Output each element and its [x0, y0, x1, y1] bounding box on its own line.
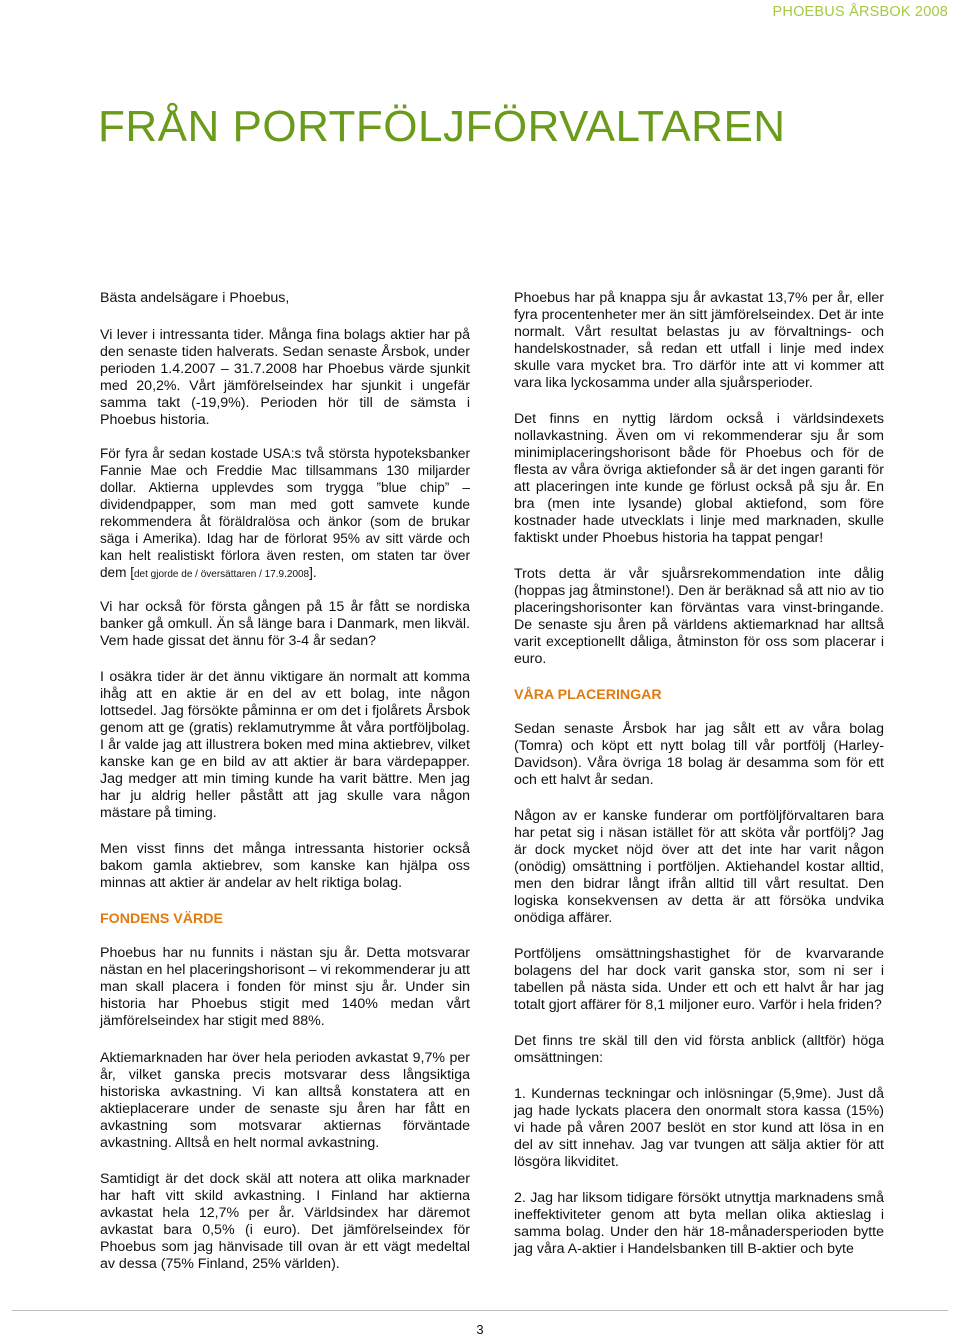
paragraph: Sedan senaste Årsbok har jag sålt ett av våra bolag (Tomra) och köpt ett nytt bolag till vår portfölj (Harley-Davidson). Våra övriga 18 bolag är desamma som för ett och ett halvt år sedan. — [514, 721, 884, 788]
paragraph — [100, 445, 470, 583]
paragraph: Vi har också för första gången på 15 år fått se nordiska banker gå omkull. Än så länge bara i Danmark, men likväl. Vem hade gissat det ännu för 3-4 år sedan? — [100, 599, 470, 649]
paragraph: Det finns en nyttig lärdom också i världsindexets nollavkastning. Även om vi rekommenderar sju år som minimiplaceringshorisont både för Phoebus och för de flesta av våra övriga aktiefonder så är det ingen garanti för att placeringen inte kunde ge förlust också på sju år. En bra (men inte lysande) global aktiefond, som före kostnader hade utvecklats i linje med marknaden, skulle faktiskt under Phoebus historia ha tappat pengar! — [514, 411, 884, 546]
paragraph: Någon av er kanske funderar om portföljförvaltaren bara har petat sig i näsan istället för att sköta vår portfölj? Jag är dock mycket nöjd över att det inte har varit någon (onödig) omsättning i portföljen. Aktiehandel kostar alltid, men den bidrar långt ifrån alltid till vårt resultat. Den logiska konsekvensen av detta är att försöka undvika onödiga affärer. — [514, 808, 884, 926]
paragraph: Vi lever i intressanta tider. Många fina bolags aktier har på den senaste tiden halverats. Sedan senaste Årsbok, under perioden 1.4.2007 – 31.7.2008 har Phoebus värde sjunkit med 20,2%. Vårt jämförelseindex har sjunkit i ungefär samma takt (-19,9%). Perioden hör till de sämsta i Phoebus historia. — [100, 327, 470, 428]
page-title: FRÅN PORTFÖLJFÖRVALTAREN — [98, 102, 786, 151]
section-heading: FONDENS VÄRDE — [100, 911, 223, 927]
paragraph: Samtidigt är det dock skäl att notera att olika marknader har haft vitt skild avkastning. I Finland har aktierna avkastat hela 12,7% per år. Världsindex har däremot avkastat bara 0,5% (i euro). Det jämförelseindex för Phoebus som jag hänvisade till ovan är ett vägt medeltal av dessa (75% Finland, 25% världen). — [100, 1171, 470, 1272]
paragraph: Phoebus har nu funnits i nästan sju år. Detta motsvarar nästan en hel placeringshorisont – vi rekommenderar ju att man skall placera i fonden för minst sju år. Under sin historia har Phoebus stigit med 140% medan vårt jämförelseindex har stigit med 88%. — [100, 945, 470, 1029]
footer-divider — [12, 1310, 948, 1311]
list-item: 2. Jag har liksom tidigare försökt utnyttja marknadens små ineffektiviteter genom att byta mellan olika aktieslag i samma bolag. Under den här 18-månadersperioden bytte jag våra A-aktier i Handelsbanken till B-aktier och byte — [514, 1190, 884, 1257]
section-heading: VÅRA PLACERINGAR — [514, 687, 662, 703]
paragraph: Phoebus har på knappa sju år avkastat 13,7% per år, eller fyra procentenheter mer än sitt jämförelseindex. Det är inte normalt. Vårt resultat belastas ju av förvaltnings- och handelskostnader, så redan ett utfall i linje med index skulle vara mycket bra. Tro därför inte att vi kommer att vara lika lyckosamma under alla sjuårsperioder. — [514, 290, 884, 391]
left-column — [100, 290, 470, 1289]
paragraph: I osäkra tider är det ännu viktigare än normalt att komma ihåg att en aktie är en del av ett bolag, inte någon lottsedel. Jag försökte påminna er om det i fjolårets Årsbok genom att ge (gratis) reklamutrymme åt våra portföljbolag. I år valde jag att illustrera boken med mina aktiebrev, vilket kanske kan ge en bild av att aktier är bara värdepapper. Jag medger att min timing kunde ha varit bättre. Men jag har ju aldrig heller påstått att jag skulle vara någon mästare på timing. — [100, 669, 470, 821]
paragraph: Men visst finns det många intressanta historier också bakom gamla aktiebrev, som kanske kan hjälpa oss minnas att aktier är andelar av helt riktiga bolag. — [100, 841, 470, 891]
list-item: 1. Kundernas teckningar och inlösningar (5,9me). Just då jag hade lyckats placera den onormalt stora kassa (15%) vi hade på våren 2007 beslöt en stor kund att lösa in en del av sitt innehav. Jag var tvungen att sälja aktier för att lösgöra likviditet. — [514, 1086, 884, 1170]
paragraph-end: ]. — [309, 565, 317, 580]
paragraph: Trots detta är vår sjuårsrekommendation inte dålig (hoppas jag åtminstone!). Den är beräknad så att nio av tio placeringshorisonter kan förväntas vara vinst-bringande. De senaste sju åren på världens aktiemarknad har alltså varit exceptionellt dåliga, åtminston för oss som placerar i euro. — [514, 566, 884, 667]
paragraph-text: För fyra år sedan kostade USA:s två största hypoteksbanker Fannie Mae och Freddie Mac tillsammans 130 miljarder dollar. Aktierna upplevdes som trygga ”blue chip” –dividendpapper, som man med gott samvete kunde rekommendera åt föräldralösa och änkor (som de brukar säga i Amerika). Idag har de förlorat 95% av sitt värde och kan helt realistiskt förlora även resten, om staten tar över dem [ — [100, 446, 470, 580]
paragraph: Aktiemarknaden har över hela perioden avkastat 9,7% per år, vilket ganska precis motsvarar dess långsiktiga historiska avkastning. Vi kan alltså konstatera att en aktieplacerare under de senaste sju åren har fått en avkastning som motsvarar aktiernas förväntade avkastning. Alltså en helt normal avkastning. — [100, 1050, 470, 1151]
paragraph: Det finns tre skäl till den vid första anblick (alltför) höga omsättningen: — [514, 1033, 884, 1066]
running-header: PHOEBUS ÅRSBOK 2008 — [772, 4, 948, 20]
page-number: 3 — [476, 1322, 484, 1337]
paragraph: Portföljens omsättningshastighet för de kvarvarande bolagens del har dock varit ganska stor, som ni ser i tabellen på nästa sida. Under ett och ett halvt år har jag totalt gjort affärer för 8,1 miljoner euro. Varför i hela friden? — [514, 946, 884, 1013]
salutation: Bästa andelsägare i Phoebus, — [100, 290, 290, 306]
right-column — [514, 290, 884, 1274]
translator-note: det gjorde de / översättaren / 17.9.2008 — [134, 569, 310, 580]
